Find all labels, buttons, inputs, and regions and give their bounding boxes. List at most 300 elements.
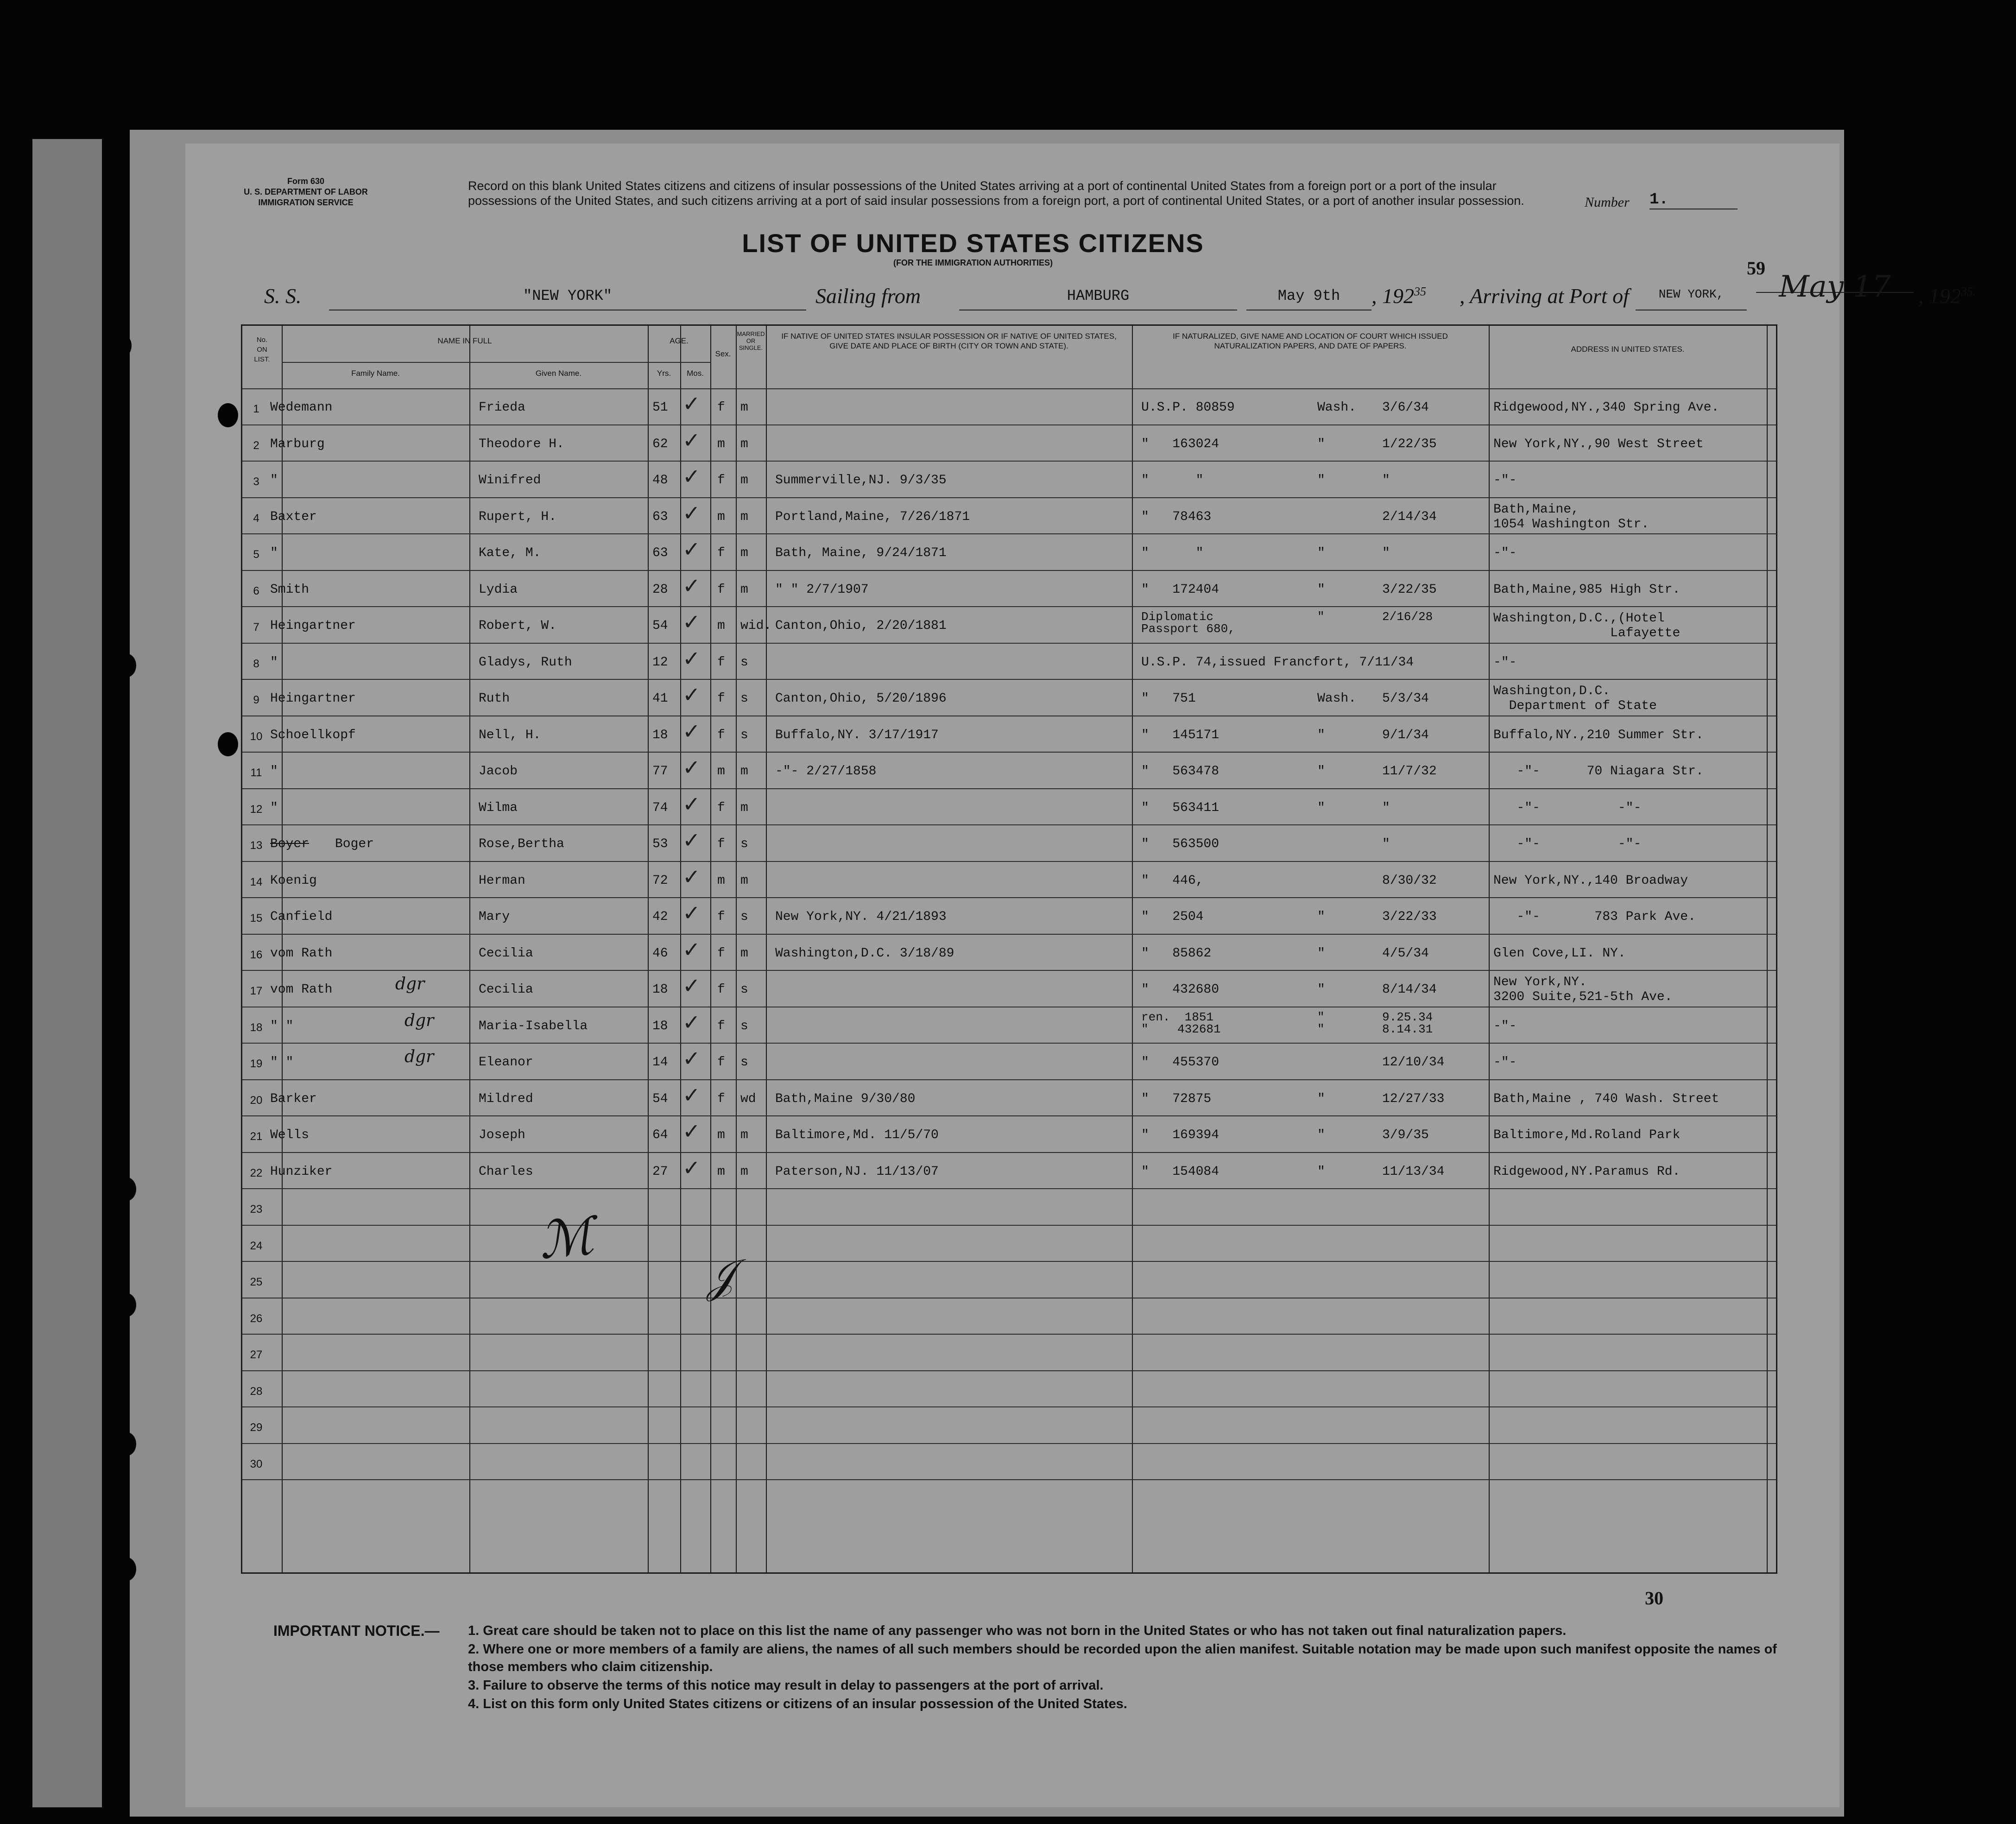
check-mark: ✓	[683, 537, 701, 562]
row-number: 13	[250, 839, 263, 852]
row-number: 12	[250, 803, 263, 816]
marital-status: m	[740, 1164, 748, 1179]
signature-1: ℳ	[536, 1206, 597, 1271]
age-years: 63	[652, 509, 668, 524]
given-name: Mary	[479, 910, 510, 924]
row-rule	[242, 1479, 1776, 1480]
row-number: 11	[250, 766, 262, 779]
naturalization-date: 2/14/34	[1382, 509, 1437, 524]
row-rule	[242, 461, 1776, 462]
sex: m	[717, 619, 725, 633]
address: -"- 783 Park Ave.	[1493, 910, 1696, 924]
check-mark: ✓	[683, 1119, 701, 1144]
naturalization-place: "	[1317, 546, 1325, 560]
row-rule	[242, 1334, 1776, 1335]
naturalization-date: 8/30/32	[1382, 873, 1437, 888]
address: Buffalo,NY.,210 Summer Str.	[1493, 728, 1704, 742]
naturalization-place: "	[1317, 764, 1325, 779]
col-sex: Sex.	[715, 349, 731, 358]
row-rule	[242, 824, 1776, 825]
family-name: Heingartner	[270, 619, 356, 633]
marital-status: m	[740, 764, 748, 779]
marital-status: m	[740, 546, 748, 560]
age-years: 74	[652, 800, 668, 815]
naturalization-place: Wash.	[1317, 691, 1357, 706]
marital-status: s	[740, 691, 748, 706]
check-mark: ✓	[683, 973, 701, 998]
marital-status: m	[740, 946, 748, 961]
address: Bath,Maine,	[1493, 502, 1579, 517]
sex: f	[717, 1055, 725, 1070]
naturalization-place: "	[1317, 437, 1325, 451]
sex: f	[717, 582, 725, 597]
arrival-date: May 17	[1756, 270, 1914, 293]
row-number: 9	[253, 694, 259, 706]
naturalization-date: 3/9/35	[1382, 1128, 1429, 1142]
signature-2: 𝒥	[703, 1251, 737, 1303]
family-name: Marburg	[270, 437, 325, 451]
sex: f	[717, 655, 725, 670]
family-name: Baxter	[270, 509, 317, 524]
sex: m	[717, 509, 725, 524]
col-birth: IF NATIVE OF UNITED STATES INSULAR POSSESSION OR IF NATIVE OF UNITED STATES, GIVE DATE AND PLACE OF BIRTH (CITY OR TOWN AND STATE).	[781, 332, 1117, 350]
col-age: AGE.	[670, 336, 689, 345]
naturalization-place: "	[1317, 800, 1325, 815]
address-line-2: Department of State	[1493, 699, 1657, 713]
marital-status: m	[740, 473, 748, 488]
birth-info: Buffalo,NY. 3/17/1917	[775, 728, 939, 742]
row-rule	[242, 679, 1776, 680]
col-family-name: Family Name.	[351, 369, 400, 378]
address: -"-	[1493, 1055, 1517, 1070]
address-line-2: Lafayette	[1493, 626, 1681, 640]
col-married-single: MARRIED OR SINGLE.	[737, 330, 765, 351]
naturalization-date: 3/22/35	[1382, 582, 1437, 597]
naturalization-date: 3/6/34	[1382, 400, 1429, 415]
marital-status: m	[740, 582, 748, 597]
naturalization-place: "	[1317, 946, 1325, 961]
marital-status: s	[740, 1019, 748, 1033]
naturalization-place: Wash.	[1317, 400, 1357, 415]
row-number: 16	[250, 948, 263, 961]
naturalization-place: "	[1317, 982, 1325, 997]
naturalization-number: " 145171	[1141, 728, 1220, 742]
sex: f	[717, 728, 725, 742]
row-rule	[242, 570, 1776, 571]
given-name: Theodore H.	[479, 437, 564, 451]
naturalization-place: "	[1317, 728, 1325, 742]
given-name: Maria-Isabella	[479, 1019, 588, 1033]
naturalization-date: 5/3/34	[1382, 691, 1429, 706]
notice-item-1: 1. Great care should be taken not to place on this list the name of any passenger who was not born in the United States or who has not taken out final naturalization papers.	[468, 1623, 1567, 1638]
naturalization-number: " 432680	[1141, 982, 1220, 997]
row-rule	[242, 1370, 1776, 1371]
address-line-2: 1054 Washington Str.	[1493, 517, 1649, 532]
address: Baltimore,Md.Roland Park	[1493, 1128, 1681, 1142]
row-number: 2	[253, 439, 259, 452]
number-value: 1.	[1649, 191, 1738, 209]
ship-name: "NEW YORK"	[329, 287, 806, 310]
binder-hole	[111, 334, 132, 358]
row-rule	[242, 934, 1776, 935]
age-years: 42	[652, 910, 668, 924]
check-mark: ✓	[683, 609, 701, 634]
sailing-label: Sailing from	[815, 284, 921, 308]
family-name: vom Rath	[270, 946, 333, 961]
col-no-on-list: No. ON LIST.	[254, 336, 270, 363]
notice-item-2: 2. Where one or more members of a family are aliens, the names of all such members should be recorded upon the alien manifest. Suitable notation may be made upon such manifest opposite the names of those members who claim citizenship.	[468, 1642, 1777, 1674]
page-title: LIST OF UNITED STATES CITIZENS	[742, 228, 1204, 258]
ss-label: S. S.	[264, 284, 302, 308]
marital-status: s	[740, 728, 748, 742]
sex: m	[717, 1164, 725, 1179]
age-years: 27	[652, 1164, 668, 1179]
given-name: Joseph	[479, 1128, 525, 1142]
age-years: 53	[652, 837, 668, 851]
binder-hole	[218, 403, 238, 427]
marital-status: m	[740, 437, 748, 451]
address: -"-	[1493, 546, 1517, 560]
sex: f	[717, 800, 725, 815]
sex: f	[717, 400, 725, 415]
row-rule	[242, 1443, 1776, 1444]
age-years: 46	[652, 946, 668, 961]
birth-info: Washington,D.C. 3/18/89	[775, 946, 954, 961]
naturalization-date: "	[1382, 800, 1390, 815]
row-number: 21	[250, 1130, 263, 1143]
sex: m	[717, 873, 725, 888]
check-mark: ✓	[683, 828, 701, 853]
row-number: 14	[250, 875, 263, 888]
address: -"- -"-	[1493, 800, 1642, 815]
marital-status: s	[740, 910, 748, 924]
sailing-date: May 9th	[1246, 287, 1371, 310]
passenger-table	[241, 324, 1777, 1574]
given-name: Nell, H.	[479, 728, 541, 742]
given-name: Winifred	[479, 473, 541, 488]
row-number: 5	[253, 548, 259, 561]
naturalization-number: ren. 1851 " 432681	[1141, 1010, 1221, 1036]
address: Washington,D.C.	[1493, 684, 1611, 698]
birth-info: Paterson,NJ. 11/13/07	[775, 1164, 939, 1179]
row-rule	[242, 1115, 1776, 1116]
row-number: 7	[253, 621, 259, 633]
naturalization-number: " 455370	[1141, 1055, 1220, 1070]
naturalization-number: " 163024	[1141, 437, 1220, 451]
bottom-number: 30	[1645, 1588, 1663, 1609]
given-name: Rose,Bertha	[479, 837, 564, 851]
sex: f	[717, 691, 725, 706]
row-rule	[242, 1406, 1776, 1407]
sex: m	[717, 1128, 725, 1142]
sex: m	[717, 764, 725, 779]
address: Glen Cove,LI. NY.	[1493, 946, 1626, 961]
family-name: "	[270, 473, 278, 488]
marital-status: m	[740, 1128, 748, 1142]
row-number: 8	[253, 657, 259, 670]
row-number: 1	[253, 403, 259, 415]
margin-annotation: dgr	[404, 1047, 434, 1066]
check-mark: ✓	[683, 1082, 701, 1108]
col-mos: Mos.	[687, 369, 704, 378]
row-rule	[242, 1261, 1776, 1262]
naturalization-date: 8/14/34	[1382, 982, 1437, 997]
age-years: 51	[652, 400, 668, 415]
notice-item-3: 3. Failure to observe the terms of this notice may result in delay to passengers at the port of arrival.	[468, 1678, 1104, 1693]
row-number: 26	[250, 1312, 263, 1325]
naturalization-number: " "	[1141, 546, 1204, 560]
given-name: Mildred	[479, 1091, 533, 1106]
given-name: Frieda	[479, 400, 525, 415]
naturalization-number: " 446,	[1141, 873, 1204, 888]
naturalization-date: 12/27/33	[1382, 1091, 1445, 1106]
binder-hole	[116, 1557, 136, 1581]
given-name: Kate, M.	[479, 546, 541, 560]
marital-status: wd	[740, 1091, 756, 1106]
row-number: 6	[253, 584, 259, 597]
family-name: Boger	[335, 837, 374, 851]
sex: f	[717, 982, 725, 997]
instruction-text: Record on this blank United States citizens and citizens of insular possessions of the United States arriving at a port of continental United States from a foreign port or a port of the insular possessions of the United States, and such citizens arriving at a port of said insular possessions from a foreign port, a port of continental United States, or a port of another insular possession.	[468, 179, 1524, 208]
naturalization-place: "	[1317, 1128, 1325, 1142]
given-name: Wilma	[479, 800, 518, 815]
binder-hole	[116, 1432, 136, 1456]
address: New York,NY.	[1493, 975, 1587, 989]
naturalization-date: 11/13/34	[1382, 1164, 1445, 1179]
family-name-struck: Boyer	[270, 837, 310, 851]
year-1: , $192^{35}$	[1371, 284, 1426, 308]
form-id: Form 630 U. S. DEPARTMENT OF LABOR IMMIGRATION SERVICE	[244, 177, 368, 207]
family-name: Schoellkopf	[270, 728, 356, 742]
address: -"-	[1493, 473, 1517, 488]
binder-strip	[32, 139, 102, 1807]
row-rule	[242, 788, 1776, 789]
row-number: 22	[250, 1166, 263, 1179]
naturalization-place: "	[1317, 473, 1325, 488]
age-years: 28	[652, 582, 668, 597]
row-rule	[242, 497, 1776, 498]
family-name: "	[270, 800, 278, 815]
family-name: Hunziker	[270, 1164, 333, 1179]
naturalization-date: 1/22/35	[1382, 437, 1437, 451]
naturalization-number: " 563478	[1141, 764, 1220, 779]
age-years: 12	[652, 655, 668, 670]
row-number: 4	[253, 512, 259, 525]
check-mark: ✓	[683, 900, 701, 925]
naturalization-number: " 172404	[1141, 582, 1220, 597]
marital-status: m	[740, 400, 748, 415]
birth-info: Portland,Maine, 7/26/1871	[775, 509, 970, 524]
row-number: 3	[253, 475, 259, 488]
check-mark: ✓	[683, 1009, 701, 1035]
family-name: Wedemann	[270, 400, 333, 415]
check-mark: ✓	[683, 755, 701, 780]
binder-hole	[116, 1177, 136, 1201]
marital-status: m	[740, 873, 748, 888]
voyage-line	[264, 270, 1976, 311]
naturalization-date: 12/10/34	[1382, 1055, 1445, 1070]
given-name: Cecilia	[479, 946, 533, 961]
given-name: Lydia	[479, 582, 518, 597]
address: Ridgewood,NY.Paramus Rd.	[1493, 1164, 1681, 1179]
row-number: 19	[250, 1058, 263, 1070]
row-number: 17	[250, 985, 263, 997]
naturalization-number: U.S.P. 80859	[1141, 400, 1235, 415]
sex: f	[717, 546, 725, 560]
row-rule	[242, 861, 1776, 862]
col-name-in-full: NAME IN FULL	[437, 336, 492, 345]
marital-status: m	[740, 800, 748, 815]
check-mark: ✓	[683, 718, 701, 744]
birth-info: Bath,Maine 9/30/80	[775, 1091, 916, 1106]
age-years: 72	[652, 873, 668, 888]
binder-hole	[116, 1293, 136, 1317]
family-name: Barker	[270, 1091, 317, 1106]
age-years: 63	[652, 546, 668, 560]
family-name: Koenig	[270, 873, 317, 888]
binder-hole	[116, 653, 136, 678]
family-name: "	[270, 655, 278, 670]
row-number: 10	[250, 730, 263, 743]
birth-info: New York,NY. 4/21/1893	[775, 910, 947, 924]
age-years: 18	[652, 1019, 668, 1033]
row-rule	[242, 1079, 1776, 1080]
naturalization-place: " "	[1317, 1010, 1325, 1036]
address: New York,NY.,90 West Street	[1493, 437, 1704, 451]
naturalization-number: " 72875	[1141, 1091, 1212, 1106]
row-rule	[242, 643, 1776, 644]
margin-annotation: dgr	[404, 1011, 434, 1030]
birth-info: Bath, Maine, 9/24/1871	[775, 546, 947, 560]
birth-info: -"- 2/27/1858	[775, 764, 877, 779]
check-mark: ✓	[683, 573, 701, 598]
row-number: 24	[250, 1239, 263, 1252]
naturalization-date: 9.25.34 8.14.31	[1382, 1010, 1433, 1036]
family-name: Heingartner	[270, 691, 356, 706]
row-number: 25	[250, 1276, 263, 1288]
marital-status: s	[740, 837, 748, 851]
naturalization-number: " 169394	[1141, 1128, 1220, 1142]
naturalization-date: "	[1382, 837, 1390, 851]
given-name: Cecilia	[479, 982, 533, 997]
age-years: 77	[652, 764, 668, 779]
given-name: Eleanor	[479, 1055, 533, 1070]
row-rule	[242, 1152, 1776, 1153]
row-rule	[242, 897, 1776, 898]
marital-status: s	[740, 655, 748, 670]
age-years: 62	[652, 437, 668, 451]
address: -"- 70 Niagara Str.	[1493, 764, 1704, 779]
naturalization-date: 11/7/32	[1382, 764, 1437, 779]
address: Washington,D.C.,(Hotel	[1493, 611, 1665, 626]
birth-info: Baltimore,Md. 11/5/70	[775, 1128, 939, 1142]
family-name: Canfield	[270, 910, 333, 924]
naturalization-number: " 154084	[1141, 1164, 1220, 1179]
sailing-port: HAMBURG	[959, 287, 1237, 310]
address: Bath,Maine , 740 Wash. Street	[1493, 1091, 1719, 1106]
naturalization-place: "	[1317, 1164, 1325, 1179]
birth-info: Summerville,NJ. 9/3/35	[775, 473, 947, 488]
check-mark: ✓	[683, 1155, 701, 1180]
arrival-port: NEW YORK,	[1636, 287, 1747, 310]
check-mark: ✓	[683, 791, 701, 817]
address: -"-	[1493, 1019, 1517, 1033]
row-number: 29	[250, 1421, 263, 1434]
address: New York,NY.,140 Broadway	[1493, 873, 1688, 888]
page-subtitle: (FOR THE IMMIGRATION AUTHORITIES)	[893, 258, 1053, 267]
year-2: , $192^{35.}$	[1918, 284, 1976, 308]
family-name: "	[270, 546, 278, 560]
col-given-name: Given Name.	[535, 369, 582, 378]
age-years: 18	[652, 982, 668, 997]
address: -"-	[1493, 655, 1517, 670]
birth-info: Canton,Ohio, 2/20/1881	[775, 619, 947, 633]
age-years: 64	[652, 1128, 668, 1142]
marital-status: s	[740, 1055, 748, 1070]
age-years: 18	[652, 728, 668, 742]
family-name: Smith	[270, 582, 310, 597]
naturalization-place: "	[1317, 610, 1325, 624]
row-rule	[242, 1188, 1776, 1189]
check-mark: ✓	[683, 1046, 701, 1071]
check-mark: ✓	[683, 464, 701, 489]
naturalization-date: 9/1/34	[1382, 728, 1429, 742]
number-label: Number	[1585, 195, 1630, 210]
sex: f	[717, 837, 725, 851]
row-number: 15	[250, 912, 263, 925]
given-name: Jacob	[479, 764, 518, 779]
row-rule	[242, 970, 1776, 971]
naturalization-number: " 2504	[1141, 910, 1204, 924]
arriving-label: , Arriving at Port of	[1460, 284, 1629, 308]
row-number: 30	[250, 1457, 263, 1470]
age-years: 48	[652, 473, 668, 488]
row-number: 28	[250, 1385, 263, 1398]
binder-hole	[218, 732, 238, 756]
naturalization-place: "	[1317, 1091, 1325, 1106]
naturalization-place: "	[1317, 910, 1325, 924]
given-name: Charles	[479, 1164, 533, 1179]
address-line-2: 3200 Suite,521-5th Ave.	[1493, 990, 1673, 1004]
given-name: Robert, W.	[479, 619, 557, 633]
check-mark: ✓	[683, 864, 701, 889]
page-number: 59	[1747, 258, 1765, 279]
naturalization-date: 2/16/28	[1382, 610, 1433, 624]
age-years: 41	[652, 691, 668, 706]
row-number: 23	[250, 1203, 263, 1216]
check-mark: ✓	[683, 391, 701, 416]
naturalization-number: " 563411	[1141, 800, 1220, 815]
naturalization-number: " 751	[1141, 691, 1196, 706]
family-name: "	[270, 764, 278, 779]
naturalization-number: " "	[1141, 473, 1204, 488]
naturalization-date: 4/5/34	[1382, 946, 1429, 961]
age-years: 14	[652, 1055, 668, 1070]
row-rule	[242, 424, 1776, 425]
sex: f	[717, 1019, 725, 1033]
margin-annotation: dgr	[395, 975, 425, 994]
sex: m	[717, 437, 725, 451]
given-name: Rupert, H.	[479, 509, 557, 524]
birth-info: " " 2/7/1907	[775, 582, 869, 597]
col-yrs: Yrs.	[657, 369, 671, 378]
naturalization-number: " 563500	[1141, 837, 1220, 851]
row-rule	[242, 606, 1776, 607]
naturalization-place: "	[1317, 582, 1325, 597]
col-address: ADDRESS IN UNITED STATES.	[1571, 345, 1685, 354]
given-name: Gladys, Ruth	[479, 655, 572, 670]
given-name: Herman	[479, 873, 525, 888]
